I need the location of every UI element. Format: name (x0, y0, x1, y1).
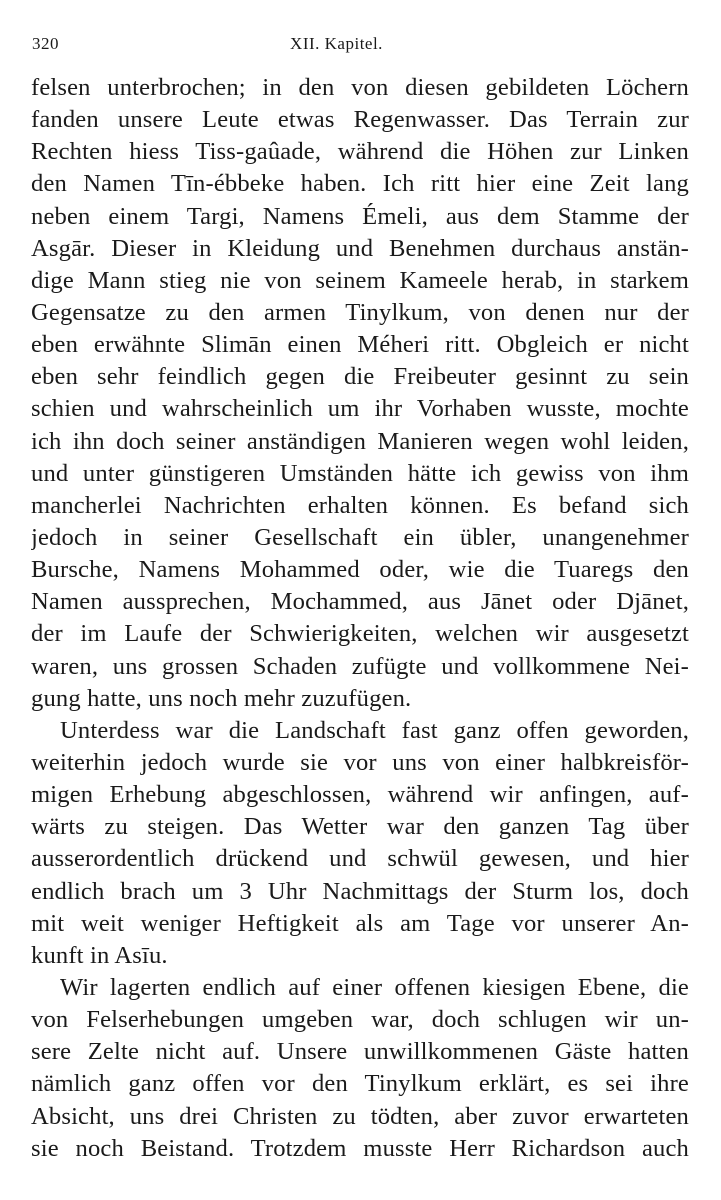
text-line: eben erwähnte Slimān einen Méheri ritt. Obgleich er nicht (31, 331, 689, 359)
text-line: Wir lagerten endlich auf einer offenen kiesigen Ebene, die (60, 973, 689, 1001)
text-line: mit weit weniger Heftigkeit als am Tage vor unserer An- (31, 909, 689, 937)
text-line: Bursche, Namens Mohammed oder, wie die Tuaregs den (31, 556, 689, 584)
text-line: wärts zu steigen. Das Wetter war den ganzen Tag über (31, 813, 689, 841)
text-line: gung hatte, uns noch mehr zuzufügen. (31, 684, 412, 712)
page-number: 320 (32, 34, 59, 53)
text-line: von Felserhebungen umgeben war, doch schlugen wir un- (31, 1006, 689, 1034)
text-line: kunft in Asīu. (31, 941, 168, 969)
text-line: Absicht, uns drei Christen zu tödten, aber zuvor erwarteten (31, 1102, 689, 1130)
page-header (32, 34, 681, 58)
text-line: Rechten hiess Tiss-gaûade, während die Höhen zur Linken (31, 138, 689, 166)
text-line: sie noch Beistand. Trotzdem musste Herr Richardson auch (31, 1134, 689, 1162)
body-text (31, 72, 689, 1165)
text-line: und unter günstigeren Umständen hätte ich gewiss von ihm (31, 459, 689, 487)
text-line: Gegensatze zu den armen Tinylkum, von denen nur der (31, 298, 689, 326)
text-line: ausserordentlich drückend und schwül gewesen, und hier (31, 845, 689, 873)
running-head: XII. Kapitel. (290, 34, 383, 53)
text-line: sere Zelte nicht auf. Unsere unwillkommenen Gäste hatten (31, 1038, 689, 1066)
paragraph-1 (31, 72, 689, 715)
text-line: neben einem Targi, Namens Émeli, aus dem Stamme der (31, 202, 689, 230)
text-line: eben sehr feindlich gegen die Freibeuter gesinnt zu sein (31, 363, 689, 391)
text-line: Unterdess war die Landschaft fast ganz offen geworden, (60, 716, 689, 744)
text-line: der im Laufe der Schwierigkeiten, welchen wir ausgesetzt (31, 620, 689, 648)
text-line: weiterhin jedoch wurde sie vor uns von einer halbkreisför- (31, 748, 689, 776)
paragraph-3 (31, 972, 689, 1165)
text-line: schien und wahrscheinlich um ihr Vorhaben wusste, mochte (31, 395, 689, 423)
text-line: endlich brach um 3 Uhr Nachmittags der Sturm los, doch (31, 877, 689, 905)
text-line: dige Mann stieg nie von seinem Kameele herab, in starkem (31, 266, 689, 294)
text-line: jedoch in seiner Gesellschaft ein übler, unangenehmer (31, 523, 689, 551)
text-line: migen Erhebung abgeschlossen, während wir anfingen, auf- (31, 781, 689, 809)
text-line: fanden unsere Leute etwas Regenwasser. Das Terrain zur (31, 106, 689, 134)
text-line: nämlich ganz offen vor den Tinylkum erklärt, es sei ihre (31, 1070, 689, 1098)
text-line: den Namen Tīn-ébbeke haben. Ich ritt hier eine Zeit lang (31, 170, 689, 198)
text-line: Asgār. Dieser in Kleidung und Benehmen durchaus anstän- (31, 234, 689, 262)
text-line: ich ihn doch seiner anständigen Manieren wegen wohl leiden, (31, 427, 689, 455)
text-line: Namen aussprechen, Mochammed, aus Jānet oder Djānet, (31, 588, 689, 616)
text-line: waren, uns grossen Schaden zufügte und vollkommene Nei- (31, 652, 689, 680)
text-line: felsen unterbrochen; in den von diesen gebildeten Löchern (31, 74, 689, 101)
text-line: mancherlei Nachrichten erhalten können. Es befand sich (31, 491, 689, 519)
paragraph-2 (31, 715, 689, 972)
